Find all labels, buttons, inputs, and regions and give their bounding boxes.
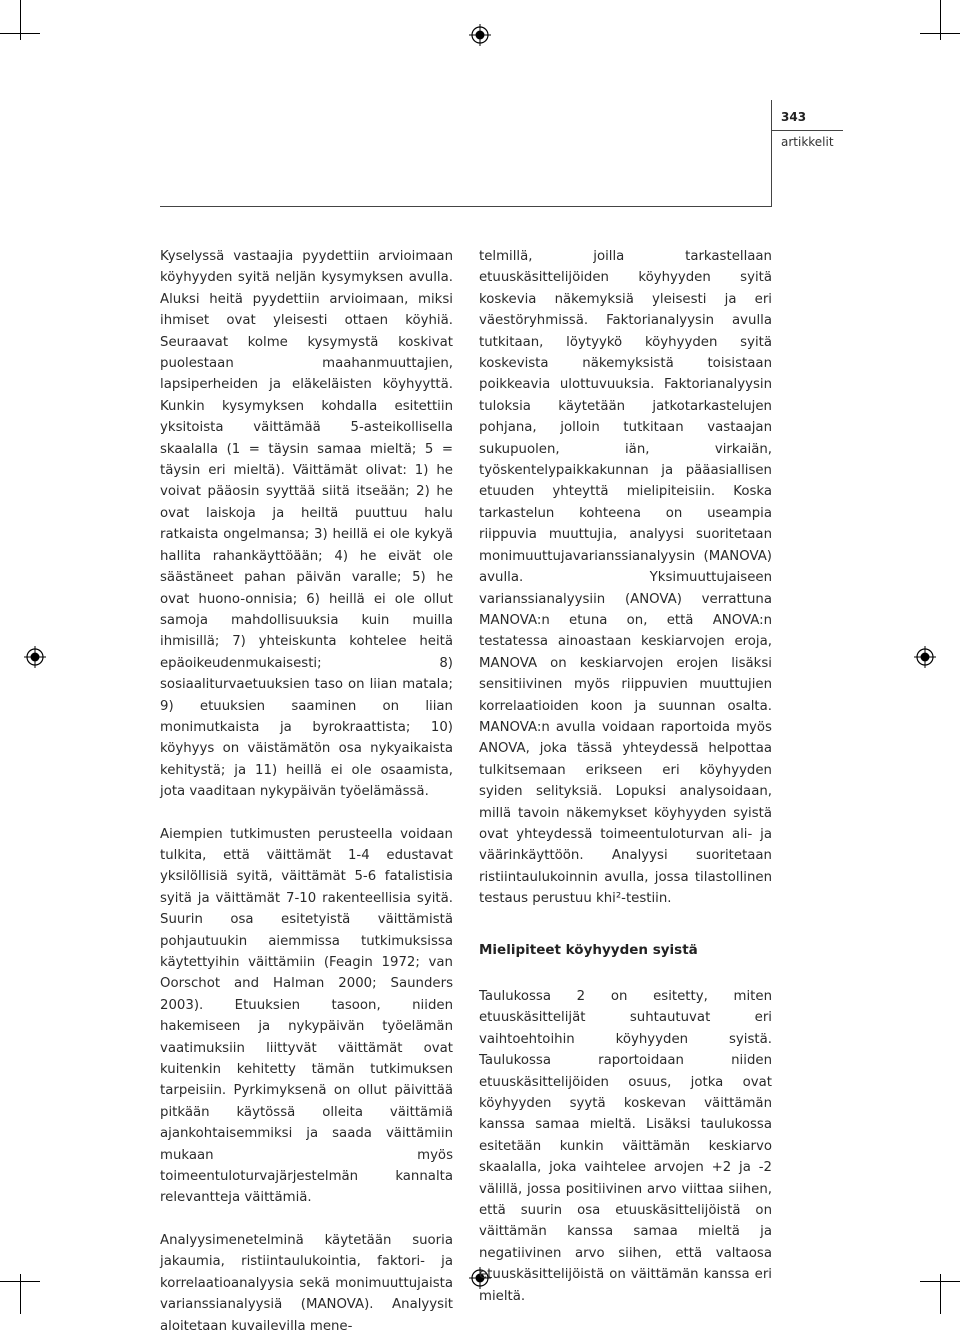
page-number-underline [771, 130, 843, 131]
body-paragraph: Taulukossa 2 on esitetty, miten etuuskäsittelijät suhtautuvat eri vaihtoehtoihin köyhyyden syistä. Taulukossa raportoidaan niiden etuuskäsittelijöiden osuus, jotka ovat köyhyyden syytä koskevan väittämän kanssa samaa mieltä. Lisäksi taulukossa esitetään kunkin väittämän keskiarvo skaalalla, joka vaihtelee arvojen +2 ja -2 välillä, jossa positiivinen arvo viittaa siihen, että suurin osa etuuskäsittelijöistä on väittämän kanssa samaa mieltä ja negatiivinen arvo siihen, että valtaosa etuuskäsittelijöistä on väittämän kanssa eri mieltä. [479, 989, 772, 1304]
header-rule [160, 206, 772, 207]
left-column [160, 246, 453, 1337]
registration-mark-icon [469, 24, 491, 46]
crop-mark-bottom-left-v [20, 1274, 21, 1314]
body-paragraph: Analyysimenetelminä käytetään suoria jakaumia, ristiintaulukointia, faktori- ja korrelaatioanalyysia sekä monimuuttujaista varianssianalyysiä (MANOVA). Analyysit aloitetaan kuvailevilla mene- [160, 1232, 453, 1334]
header-vertical-rule [771, 100, 772, 206]
crop-mark-bottom-left-h [0, 1281, 40, 1282]
section-heading: Mielipiteet köyhyyden syistä [479, 941, 698, 958]
crop-mark-top-right-h [920, 33, 960, 34]
page-number: 343 [781, 110, 807, 124]
body-paragraph: Kyselyssä vastaajia pyydettiin arvioimaan köyhyyden syitä neljän kysymyksen avulla. Aluksi heitä pyydettiin arvioimaan, miksi ihmiset ovat yleisesti ottaen köyhiä. Seuraavat kolme kysymystä koskivat puolestaan maahanmuuttajien, lapsiperheiden ja eläkeläisten köyhyyttä. Kunkin kysymyksen kohdalla esitettiin yksitoista väittämää 5-asteikollisella skaalalla (1 = täysin samaa mieltä; 5 = täysin eri mieltä). Väittämät olivat: 1) he voivat pääosin syyttää siitä itseään; 2) he ovat laiskoja ja heiltä puuttuu halu ratkaista ongelmansa; 3) heillä ei ole kykyä hallita rahankäyttöään; 4) he eivät ole säästäneet pahan päivän varalle; 5) he ovat huono-onnisia; 6) heillä ei ole ollut samoja mahdollisuuksia kuin muilla ihmisillä; 7) yhteiskunta kohtelee heitä epäoikeudenmukaisesti; 8) sosiaaliturvaetuuksien taso on liian matala; 9) etuuksien saaminen on liian monimutkaista ja byrokraattista; 10) köyhyys on väistämätön osa nykyaikaista kehitystä; ja 11) heillä ei ole osaamista, jota vaaditaan nykypäivän työelämässä. [160, 249, 453, 800]
crop-mark-bottom-right-h [920, 1281, 960, 1282]
crop-mark-bottom-right-v [940, 1274, 941, 1314]
crop-mark-top-right-v [940, 0, 941, 40]
registration-mark-icon [914, 646, 936, 668]
body-paragraph: Aiempien tutkimusten perusteella voidaan tulkita, että väittämät 1-4 edustavat yksilöllisiä syitä, väittämät 5-6 fatalistisia syitä ja väittämät 7-10 rakenteellisia syitä. Suurin osa esitetyistä väittämistä pohjautuukin aiemmissa tutkimuksissa käytettyihin väittämiin (Feagin 1972; van Oorschot and Halman 2000; Saunders 2003). Etuuksien tasoon, niiden hakemiseen ja nykypäivän työelämän vaatimuksiin liittyvät väittämät ovat kuitenkin kehitetty tämän tutkimuksen tarpeisiin. Pyrkimyksenä on ollut päivittää pitkään käytössä olleita väittämiä ajankohtaisemmiksi ja saada väittämiin mukaan myös toimeentuloturvajärjestelmän kannalta relevantteja väittämiä. [160, 826, 453, 1206]
registration-mark-icon [24, 646, 46, 668]
right-column [479, 246, 772, 1307]
section-label: artikkelit [781, 135, 834, 149]
body-paragraph: telmillä, joilla tarkastellaan etuuskäsittelijöiden köyhyyden syitä koskevia näkemyksiä yleisesti ja eri väestöryhmissä. Faktorianalyysin avulla tutkitaan, löytyykö köyhyyden syitä koskevista näkemyksistä toisistaan poikkeavia ulottuvuuksia. Faktorianalyysin tuloksia käytetään jatkotarkastelujen pohjana, jolloin tutkitaan vastaajan sukupuolen, iän, virkaiän, työskentelypaikkakunnan ja pääasiallisen etuuden yhteyttä mielipiteisiin. Koska tarkastelun kohteena on useampia riippuvia muuttujia, analyysi suoritetaan monimuuttujavarianssianalyysin (MANOVA) avulla. Yksimuuttujaiseen varianssianalyysiin (ANOVA) verrattuna MANOVA:n etuna on, että ANOVA:n testatessa ainoastaan keskiarvojen eroja, MANOVA on keskiarvojen erojen lisäksi sensitiivinen myös riippuvien muuttujien korrelaatioiden koon ja suunnan osalta. MANOVA:n avulla voidaan raportoida myös ANOVA, joka tässä yhteydessä helpottaa tulkitsemaan erikseen eri köyhyyden syiden selityksiä. Lopuksi analysoidaan, millä tavoin näkemykset köyhyyden syistä ovat yhteydessä toimeentuloturvan ali- ja väärinkäyttöön. Analyysi suoritetaan ristiintaulukoinnin avulla, jossa tilastollinen testaus perustuu khi²-testiin. [479, 249, 772, 907]
crop-mark-top-left-v [20, 0, 21, 40]
crop-mark-top-left-h [0, 33, 40, 34]
